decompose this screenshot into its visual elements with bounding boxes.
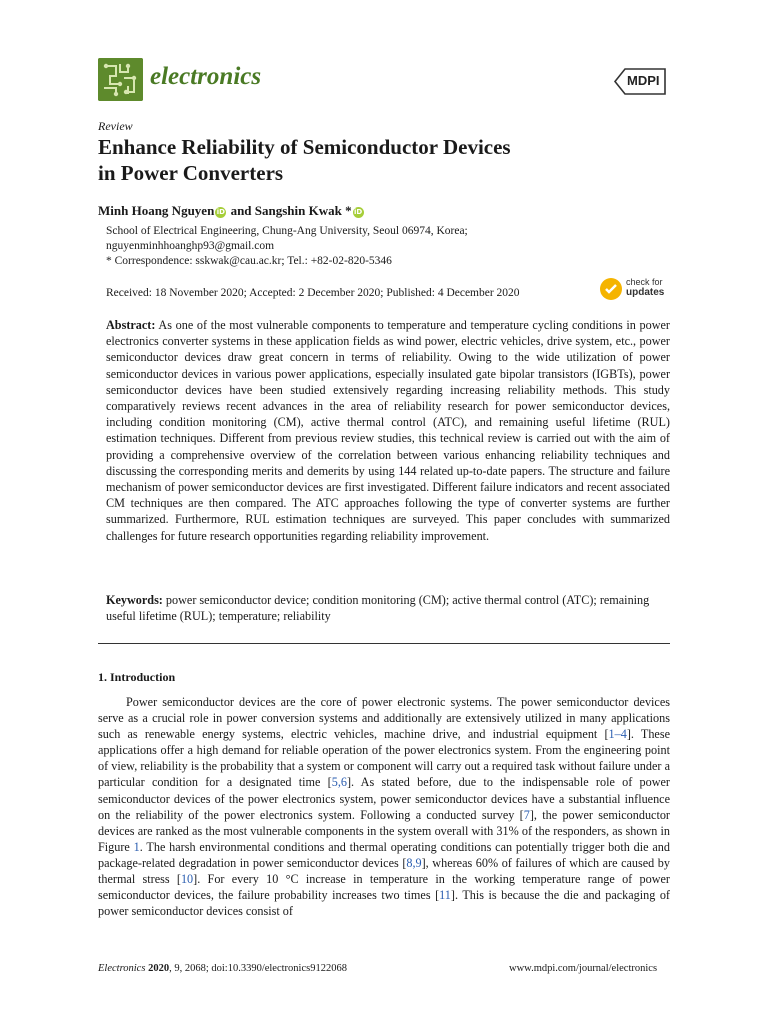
- journal-logo: [98, 58, 143, 101]
- mdpi-logo: [611, 68, 669, 95]
- intro-text: ], whereas 60% of failures of which are caused by thermal stress [: [98, 855, 670, 887]
- section-divider: [98, 643, 670, 644]
- title-line-2: in Power Converters: [98, 161, 284, 185]
- check-updates-text: [626, 277, 664, 298]
- author-separator: and: [227, 203, 255, 218]
- abstract: [106, 317, 670, 544]
- mdpi-logo-text: MDPI: [627, 73, 660, 88]
- title-line-1: Enhance Reliability of Semiconductor Devices: [98, 135, 511, 159]
- intro-text: ]. This is because the die and packaging of power semiconductor devices consist of: [98, 888, 670, 919]
- check-for-updates-badge[interactable]: [600, 274, 670, 304]
- abstract-text: As one of the most vulnerable components to temperature and temperature cycling conditions in power electronics converter systems in these application fields as wind power, electric vehicles, drive system, etc., power semiconductor devices draw great concern in terms of reliability. Owing to the wide utilization of power semiconductor devices in various power applications, especially insulated gate bipolar transistors (IGBTs), power semiconductor devices have been studied extensively regarding increasing reliability methods. This study comparatively reviews recent advances in the area of reliability research for power semiconductor devices, including condition monitoring (CM), active thermal control (ATC), and remaining useful lifetime (RUL) estimation techniques. Different from previous review studies, this technical review is carried out with the aim of providing a comprehensive overview of the correlation between various enhancing reliability techniques and discussing the corresponding merits and demerits by using 144 related up-to-date papers. The structure and failure mechanism of power semiconductor devices are first investigated. Different failure indicators and recent associated CM techniques are then compared. The ATC approaches following the type of converter systems are further summarized. Furthermore, RUL estimation techniques are surveyed. This paper concludes with summarized challenges for future research opportunities regarding reliability improvement.: [106, 318, 670, 543]
- orcid-icon[interactable]: iD: [354, 208, 363, 216]
- footer-citation: [98, 963, 347, 974]
- journal-logo-icon: [98, 58, 143, 101]
- author-list: [98, 203, 365, 219]
- journal-name: electronics: [150, 63, 262, 90]
- intro-text: . The harsh environmental conditions and thermal operating conditions can potentially trigger both die and package-related degradation in power semiconductor devices [: [98, 839, 670, 870]
- check-updates-bottom: updates: [626, 287, 665, 298]
- citation-link[interactable]: 8,9: [406, 855, 422, 870]
- intro-text: ], the power semiconductor devices are ranked as the most vulnerable components in the system overall with 31% of the responders, as shown in Figure: [98, 807, 670, 854]
- footer-year: 2020: [148, 963, 170, 974]
- citation-link[interactable]: 11: [439, 888, 451, 903]
- introduction-paragraph: [98, 694, 670, 919]
- author-2[interactable]: Sangshin Kwak *: [254, 203, 352, 218]
- citation-link[interactable]: 7: [523, 807, 530, 822]
- footer-journal: Electronics: [98, 963, 146, 974]
- intro-text: ]. As stated before, due to the indispensable role of power semiconductor devices of the power electronics system, power semiconductor devices have a substantial influence on the reliability of the power electronics system. Following a conducted survey [: [98, 775, 670, 822]
- citation-link[interactable]: 5,6: [331, 775, 347, 790]
- intro-text: ]. For every 10 °C increase in temperature in the working temperature range of power semiconductor devices, the failure probability increases two times [: [98, 872, 670, 903]
- keywords: [106, 592, 670, 624]
- citation-link[interactable]: 1–4: [608, 727, 627, 742]
- keywords-text: power semiconductor device; condition monitoring (CM); active thermal control (ATC); remaining useful lifetime (RUL); temperature; reliability: [106, 593, 650, 624]
- article-type: Review: [98, 119, 133, 133]
- publication-dates: Received: 18 November 2020; Accepted: 2 December 2020; Published: 4 December 2020: [106, 287, 520, 299]
- footer-url[interactable]: www.mdpi.com/journal/electronics: [509, 963, 658, 974]
- correspondence: * Correspondence: sskwak@cau.ac.kr; Tel.: +82-02-820-5346: [106, 255, 392, 267]
- intro-text: Power semiconductor devices are the core of power electronic systems. The power semiconductor devices serve as a crucial role in power conversion systems and additionally are extensively utilized in many applications such as renewable energy systems, electric vehicles, machine drive, and industrial equipment [: [98, 695, 670, 742]
- orcid-icon[interactable]: iD: [216, 208, 225, 216]
- check-updates-icon: [600, 278, 622, 300]
- article-title: [98, 134, 658, 186]
- figure-link[interactable]: 1: [133, 839, 140, 854]
- affiliation-block: [106, 224, 666, 269]
- abstract-label: Abstract:: [106, 318, 156, 332]
- citation-link[interactable]: 10: [180, 872, 194, 887]
- keywords-label: Keywords:: [106, 593, 163, 607]
- author-1[interactable]: Minh Hoang Nguyen: [98, 203, 215, 218]
- intro-text: ]. These applications offer a high demand for reliable operation of the power electronics system. From the engineering point of view, reliability is the probability that a system or component will carry out a required task without failure under a particular condition for a designated time [: [98, 727, 670, 790]
- footer-doi[interactable]: , 9, 2068; doi:10.3390/electronics9122068: [169, 963, 347, 974]
- affiliation-line: School of Electrical Engineering, Chung-Ang University, Seoul 06974, Korea;: [106, 225, 468, 237]
- check-updates-top: check for: [626, 277, 663, 287]
- section-heading: 1. Introduction: [98, 670, 176, 684]
- author-email[interactable]: nguyenminhhoanghp93@gmail.com: [106, 240, 275, 252]
